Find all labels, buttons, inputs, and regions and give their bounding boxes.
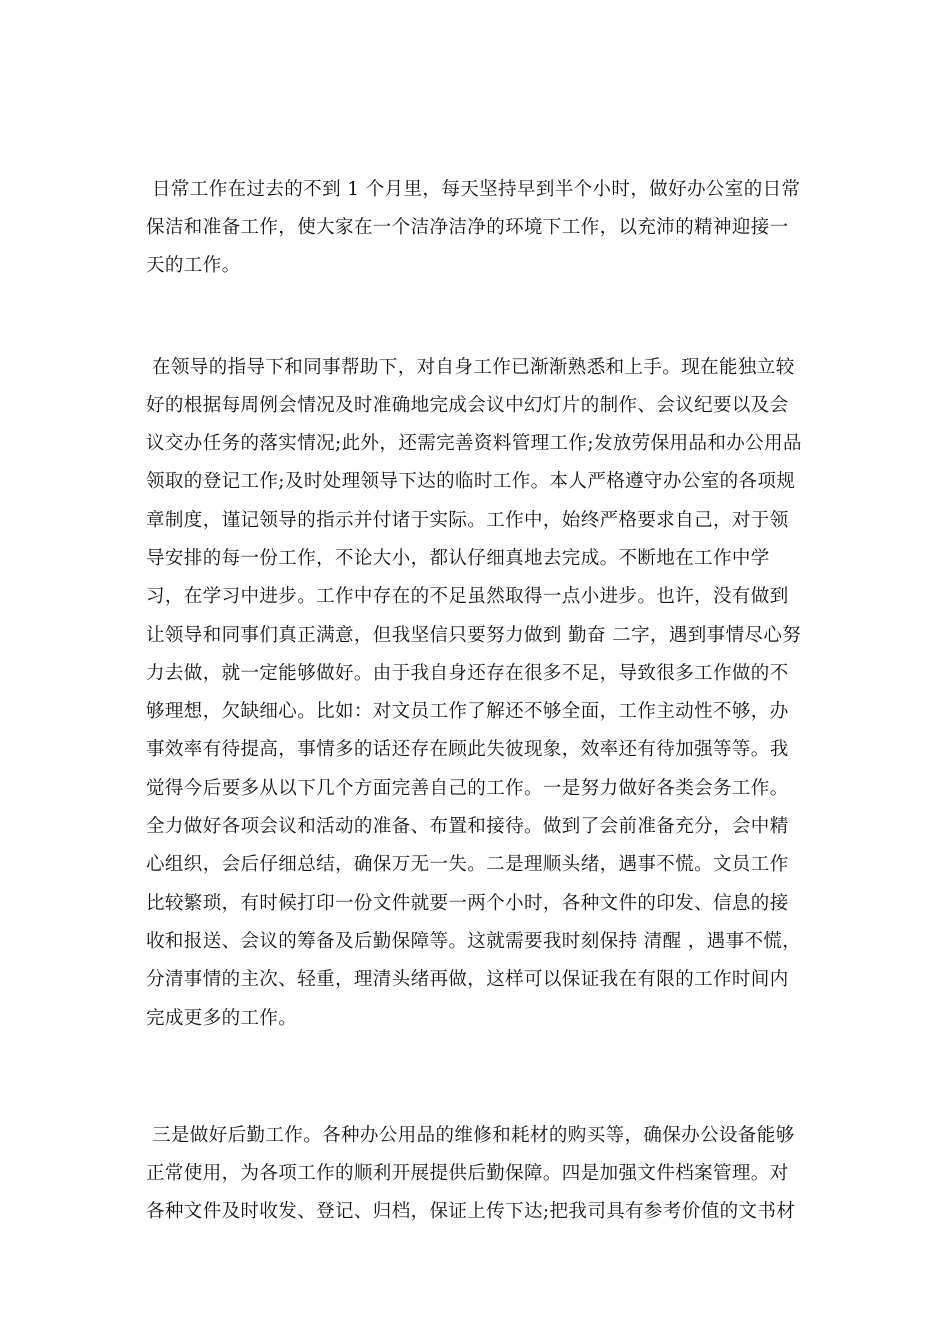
paragraph-work-summary: 在领导的指导下和同事帮助下，对自身工作已渐渐熟悉和上手。现在能独立较好的根据每周例会情况及时准确地完成会议中幻灯片的制作、会议纪要以及会议交办任务的落实情况;此外，还需完善资料管理工作;发放劳保用品和办公用品领取的登记工作;及时处理领导下达的临时工作。本人严格遵守办公室的各项规章制度，谨记领导的指示并付诸于实际。工作中，始终严格要求自己，对于领导安排的每一份工作，不论大小，都认仔细真地去完成。不断地在工作中学习，在学习中进步。工作中存在的不足虽然取得一点小进步。也许，没有做到让领导和同事们真正满意，但我坚信只要努力做到 勤奋 二字，遇到事情尽心努力去做，就一定能够做好。由于我自身还存在很多不足，导致很多工作做的不够理想，欠缺细心。比如：对文员工作了解还不够全面，工作主动性不够，办事效率有待提高，事情多的话还存在顾此失彼现象，效率还有待加强等等。我觉得今后要多从以下几个方面完善自己的工作。一是努力做好各类会务工作。全力做好各项会议和活动的准备、布置和接待。做到了会前准备充分，会中精心组织，会后仔细总结，确保万无一失。二是理顺头绪，遇事不慌。文员工作比较繁琐，有时候打印一份文件就要一两个小时，各种文件的印发、信息的接收和报送、会议的筹备及后勤保障等。这就需要我时刻保持 清醒 ，遇事不慌，分清事情的主次、轻重，理清头绪再做，这样可以保证我在有限的工作时间内完成更多的工作。 — [146, 356, 802, 1029]
paragraph-daily-work: 日常工作在过去的不到 1 个月里，每天坚持早到半个小时，做好办公室的日常保洁和准备工作，使大家在一个洁净洁净的环境下工作，以充沛的精神迎接一天的工作。 — [146, 178, 801, 277]
paragraph-logistics-work: 三是做好后勤工作。各种办公用品的维修和耗材的购买等，确保办公设备能够正常使用，为各项工作的顺利开展提供后勤保障。四是加强文件档案管理。对各种文件及时收发、登记、归档，保证上传下达;把我司具有参考价值的文书材 — [146, 1124, 796, 1223]
